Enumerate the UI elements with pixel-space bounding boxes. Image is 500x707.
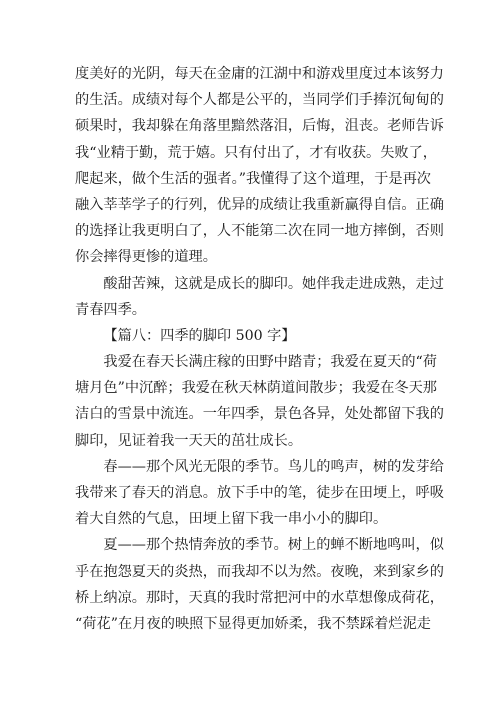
text-line: 乎在抱怨夏天的炎热，而我却不以为然。夜晚，来到家乡的 (75, 563, 444, 580)
text-line: 的选择让我更明白了，人不能第二次在同一地方摔倒，否则 (75, 223, 444, 240)
text-line: 爬起来，做个生活的强者。”我懂得了这个道理，于是再次 (75, 170, 431, 187)
text-line: 洁白的雪景中流连。一年四季，景色各异，处处都留下我的 (75, 406, 444, 423)
text-line: 的生活。成绩对每个人都是公平的，当同学们手捧沉甸甸的 (75, 92, 444, 109)
text-line: 着大自然的气息，田埂上留下我一串小小的脚印。 (75, 511, 388, 528)
text-line: 你会摔得更惨的道理。 (75, 249, 217, 266)
text-line: 春——那个风光无限的季节。鸟儿的鸣声，树的发芽给 (103, 458, 444, 475)
text-line: 塘月色”中沉醉；我爱在秋天林荫道间散步；我爱在冬天那 (75, 380, 437, 397)
text-line: 夏——那个热情奔放的季节。树上的蝉不断地鸣叫，似 (103, 537, 444, 554)
text-line: 我“业精于勤，荒于嬉。只有付出了，才有收获。失败了， (75, 144, 437, 161)
document-body (75, 61, 444, 637)
text-line: “荷花”在月夜的映照下显得更加娇柔，我不禁踩着烂泥走 (75, 615, 431, 632)
text-line: 融入莘莘学子的行列，优异的成绩让我重新赢得自信。正确 (75, 196, 444, 213)
text-line: 脚印，见证着我一天天的茁壮成长。 (75, 432, 303, 449)
text-line: 硕果时，我却躲在角落里黯然落泪，后悔，沮丧。老师告诉 (75, 118, 444, 135)
text-line: 【篇八：四季的脚印 500 字】 (103, 327, 296, 344)
text-line: 度美好的光阴，每天在金庸的江湖中和游戏里度过本该努力 (75, 66, 444, 82)
text-line: 酸甜苦辣，这就是成长的脚印。她伴我走进成熟，走过 (103, 275, 444, 292)
text-line: 桥上纳凉。那时，天真的我时常把河中的水草想像成荷花， (75, 589, 444, 606)
text-line: 我带来了春天的消息。放下手中的笔，徒步在田埂上，呼吸 (75, 485, 444, 501)
text-line: 我爱在春天长满庄稼的田野中踏青；我爱在夏天的“荷 (103, 354, 437, 371)
text-line: 青春四季。 (75, 301, 146, 318)
